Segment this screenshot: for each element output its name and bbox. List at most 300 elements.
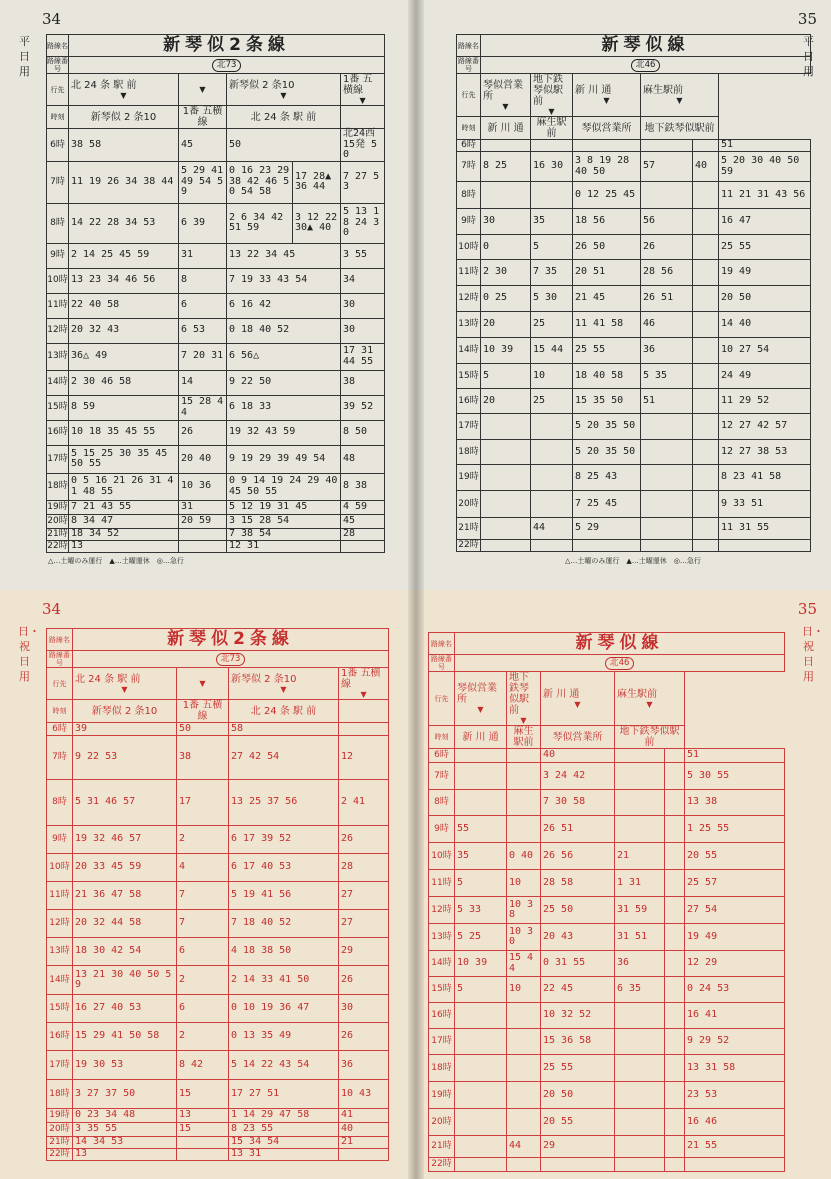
departure-times: 7 27 53 [341, 161, 385, 203]
departure-times: 26 [339, 966, 389, 995]
departure-times [719, 540, 811, 552]
time-row [47, 854, 389, 882]
departure-times: 12 29 [685, 951, 785, 977]
departure-times: 5 30 55 [685, 763, 785, 790]
time-row [47, 318, 385, 343]
departure-times: 8 34 47 [69, 514, 179, 528]
timetable [46, 628, 389, 1161]
departure-times: 11 31 55 [719, 518, 811, 540]
route-number-label: 路線番号 [47, 651, 73, 668]
departure-times: 5 20 30 40 50 59 [719, 152, 811, 182]
time-row [429, 897, 785, 924]
hour-cell: 14時 [429, 951, 455, 977]
departure-times [481, 440, 531, 465]
departure-times [693, 465, 719, 491]
header-to-2: 琴似営業所 [573, 117, 641, 140]
route-number-label: 路線番号 [458, 57, 479, 73]
departure-times: 36 [339, 1051, 389, 1080]
from-stop: 新 川 通 [575, 85, 612, 96]
departure-times: 8 59 [69, 395, 179, 420]
departure-times: 7 25 45 [573, 491, 641, 518]
header-to-3 [339, 700, 389, 723]
time-row [457, 491, 811, 518]
hour-cell: 19時 [47, 1109, 73, 1123]
time-row [457, 152, 811, 182]
departure-times: 31 51 [615, 924, 665, 951]
departure-times: 27 [339, 910, 389, 938]
route-number-cell [69, 57, 385, 74]
departure-times: 29 [339, 938, 389, 966]
from-stop: 新 川 通 [543, 688, 580, 700]
departure-times: 30 [339, 995, 389, 1023]
departure-times: 21 45 [573, 286, 641, 312]
departure-times: 5 29 [573, 518, 641, 540]
from-stop: 琴似営業所 [483, 79, 523, 102]
time-row [429, 843, 785, 870]
time-row [457, 140, 811, 152]
hour-cell: 16時 [457, 389, 481, 414]
header-to-1: 麻生駅前 [531, 117, 573, 140]
departure-times: 13 21 30 40 50 59 [73, 966, 177, 995]
departure-times: 17 27 51 [229, 1080, 339, 1109]
time-row [47, 1123, 389, 1137]
from-stop: 地下鉄琴似駅前 [509, 672, 529, 716]
departure-times [481, 491, 531, 518]
departure-times: 10 38 [507, 897, 541, 924]
hour-cell: 16時 [47, 1023, 73, 1051]
departure-times [615, 1109, 665, 1136]
departure-times [641, 491, 693, 518]
destination-label: 行先 [47, 74, 69, 106]
departure-times: 3 24 42 [541, 763, 615, 790]
departure-times [455, 763, 507, 790]
route-number-cell [481, 57, 811, 74]
departure-times: 3 35 55 [73, 1123, 177, 1137]
departure-times: 5 13 18 24 30 [341, 203, 385, 243]
departure-times: 2 [177, 1023, 229, 1051]
time-row [47, 540, 385, 552]
departure-times: 27 42 54 [229, 736, 339, 780]
departure-times: 17 31 44 55 [341, 343, 385, 370]
departure-times: 51 [641, 389, 693, 414]
departure-times [531, 140, 573, 152]
departure-times [615, 763, 665, 790]
down-arrow-icon: ▼ [502, 101, 509, 111]
departure-times [615, 790, 665, 816]
down-arrow-icon: ▼ [199, 679, 206, 688]
departure-times: 46 [641, 312, 693, 338]
time-row [47, 826, 389, 854]
route-title: 新琴似2条線 [69, 35, 385, 57]
route-name-label: 路線名 [47, 35, 69, 57]
hour-cell: 9時 [457, 209, 481, 235]
departure-times: 17 [177, 780, 229, 826]
departure-times: 26 [339, 1023, 389, 1051]
departure-times: 24 49 [719, 364, 811, 389]
departure-times: 5 30 [531, 286, 573, 312]
departure-times [693, 338, 719, 364]
route-name-label: 路線名 [47, 629, 73, 651]
departure-times: 16 47 [719, 209, 811, 235]
departure-times [481, 518, 531, 540]
departure-times: 31 [179, 500, 227, 514]
departure-times: 18 30 42 54 [73, 938, 177, 966]
departure-times: 7 [177, 910, 229, 938]
departure-times: 58 [229, 723, 339, 736]
departure-times: 50 [177, 723, 229, 736]
departure-times: 5 [531, 235, 573, 260]
departure-times [693, 540, 719, 552]
departure-times: 0 10 19 36 47 [229, 995, 339, 1023]
departure-times: 10 27 54 [719, 338, 811, 364]
time-row [457, 465, 811, 491]
header-from-2 [227, 74, 341, 106]
page-number: 35 [797, 600, 817, 618]
time-row [429, 977, 785, 1003]
legend-note: △…土曜のみ運行 ▲…土曜運休 ◎…急行 [565, 557, 701, 565]
departure-times: 30 [341, 318, 385, 343]
time-row [457, 414, 811, 440]
departure-times: 3 12 22 30▲ 40 [293, 203, 341, 243]
departure-times: 13 22 34 45 [227, 243, 341, 268]
hour-cell: 13時 [429, 924, 455, 951]
departure-times [481, 540, 531, 552]
hour-cell: 10時 [47, 854, 73, 882]
departure-times: 26 [179, 420, 227, 445]
time-row [457, 260, 811, 286]
time-row [47, 500, 385, 514]
route-number-cell [455, 655, 785, 672]
departure-times: 25 [531, 312, 573, 338]
departure-times: 55 [455, 816, 507, 843]
hour-cell: 10時 [429, 843, 455, 870]
departure-times [507, 1003, 541, 1029]
departure-times: 5 29 41 49 54 59 [179, 161, 227, 203]
departure-times: 31 59 [615, 897, 665, 924]
departure-times: 15 44 [531, 338, 573, 364]
departure-times: 19 30 53 [73, 1051, 177, 1080]
hour-cell: 10時 [47, 268, 69, 293]
departure-times: 5 14 22 43 54 [229, 1051, 339, 1080]
route-number-badge: 北73 [216, 653, 246, 666]
from-stop: 琴似営業所 [457, 683, 497, 705]
departure-times: 26 [339, 826, 389, 854]
time-row [429, 1003, 785, 1029]
header-to-1: 1番 五横線 [179, 106, 227, 129]
hour-label: 時刻 [457, 117, 481, 140]
hour-cell: 22時 [47, 1149, 73, 1161]
time-row [457, 312, 811, 338]
departure-times: 25 [531, 389, 573, 414]
departure-times: 6 18 33 [227, 395, 341, 420]
departure-times: 22 40 58 [69, 293, 179, 318]
departure-times: 28 58 [541, 870, 615, 897]
hour-cell: 12時 [47, 318, 69, 343]
departure-times: 5 35 [641, 364, 693, 389]
departure-times: 16 27 40 53 [73, 995, 177, 1023]
time-row [47, 723, 389, 736]
departure-times: 39 52 [341, 395, 385, 420]
time-row [457, 338, 811, 364]
departure-times: 7 38 54 [227, 528, 341, 540]
time-row [47, 1080, 389, 1109]
departure-times: 28 [341, 528, 385, 540]
from-stop: 地下鉄琴似駅前 [533, 74, 563, 107]
time-row [429, 951, 785, 977]
departure-times [665, 1109, 685, 1136]
departure-times: 12 27 38 53 [719, 440, 811, 465]
departure-times [693, 209, 719, 235]
departure-times: 20 50 [541, 1082, 615, 1109]
departure-times: 15 29 41 50 58 [73, 1023, 177, 1051]
time-row [47, 473, 385, 500]
hour-cell: 18時 [429, 1055, 455, 1082]
time-row [429, 1109, 785, 1136]
time-row [47, 514, 385, 528]
departure-times: 13 [177, 1109, 229, 1123]
departure-times: 20 55 [685, 843, 785, 870]
departure-times: 40 [339, 1123, 389, 1137]
departure-times: 28 [339, 854, 389, 882]
route-number-badge: 北73 [212, 59, 242, 72]
hour-cell: 17時 [47, 1051, 73, 1080]
departure-times: 0 5 16 21 26 31 41 48 55 [69, 473, 179, 500]
departure-times: 7 [177, 882, 229, 910]
header-from-0 [69, 74, 179, 106]
departure-times: 10 43 [339, 1080, 389, 1109]
time-row [47, 966, 389, 995]
schedule-type-label: 平日用 [19, 35, 30, 78]
departure-times: 45 [179, 129, 227, 162]
departure-times [615, 1082, 665, 1109]
departure-times: 13 38 [685, 790, 785, 816]
hour-cell: 20時 [47, 1123, 73, 1137]
departure-times: 57 [641, 152, 693, 182]
hour-cell: 20時 [457, 491, 481, 518]
departure-times: 38 [177, 736, 229, 780]
destination-label: 行先 [47, 668, 73, 700]
departure-times: 0 [481, 235, 531, 260]
hour-cell: 21時 [429, 1136, 455, 1158]
departure-times: 11 21 31 43 56 [719, 182, 811, 209]
departure-times: 50 [227, 129, 341, 162]
departure-times: 11 19 26 34 38 44 [69, 161, 179, 203]
departure-times [693, 364, 719, 389]
hour-cell: 22時 [47, 540, 68, 551]
destination-label: 行先 [429, 672, 455, 726]
time-row [47, 268, 385, 293]
departure-times [641, 440, 693, 465]
header-from-1 [531, 74, 573, 117]
down-arrow-icon: ▼ [280, 684, 287, 694]
hour-cell: 6時 [47, 129, 69, 162]
departure-times: 25 50 [541, 897, 615, 924]
hour-cell: 12時 [429, 897, 455, 924]
departure-times [665, 977, 685, 1003]
hour-cell: 10時 [457, 235, 481, 260]
time-row [47, 1109, 389, 1123]
time-row [429, 816, 785, 843]
departure-times: 30 [341, 293, 385, 318]
departure-times: 9 33 51 [719, 491, 811, 518]
hour-cell: 19時 [429, 1082, 455, 1109]
time-row [47, 293, 385, 318]
departure-times: 5 33 [455, 897, 507, 924]
time-row [47, 243, 385, 268]
departure-times [531, 414, 573, 440]
header-to-2: 琴似営業所 [541, 726, 615, 749]
departure-times [179, 540, 227, 552]
departure-times: 20 51 [573, 260, 641, 286]
header-to-3: 地下鉄琴似駅前 [615, 726, 685, 749]
hour-cell: 12時 [47, 910, 73, 938]
departure-times [481, 465, 531, 491]
hour-cell: 15時 [457, 364, 481, 389]
departure-times: 0 18 40 52 [227, 318, 341, 343]
departure-times: 10 30 [507, 924, 541, 951]
departure-times [665, 1003, 685, 1029]
hour-cell: 18時 [457, 440, 481, 465]
departure-times: 27 54 [685, 897, 785, 924]
departure-times: 22 45 [541, 977, 615, 1003]
hour-cell: 21時 [47, 528, 68, 539]
departure-times: 7 20 31 [179, 343, 227, 370]
down-arrow-icon: ▼ [121, 684, 128, 694]
time-row [429, 1136, 785, 1158]
hour-cell: 20時 [429, 1109, 455, 1136]
route-title: 新琴似2条線 [73, 629, 389, 651]
departure-times: 25 55 [719, 235, 811, 260]
departure-times: 6 17 39 52 [229, 826, 339, 854]
departure-times: 14 [179, 370, 227, 395]
header-from-3 [341, 74, 385, 106]
departure-times: 20 32 44 58 [73, 910, 177, 938]
hour-label: 時刻 [47, 106, 69, 129]
departure-times [693, 440, 719, 465]
page-35-holiday [420, 590, 831, 1179]
departure-times [507, 1055, 541, 1082]
departure-times: 8 25 [481, 152, 531, 182]
departure-times: 44 [531, 518, 573, 540]
departure-times [531, 182, 573, 209]
hour-label: 時刻 [429, 726, 455, 749]
header-from-1 [177, 668, 229, 700]
departure-times [507, 790, 541, 816]
page-number: 35 [797, 10, 817, 28]
time-row [47, 910, 389, 938]
hour-cell: 13時 [457, 312, 481, 338]
departure-times [665, 1082, 685, 1109]
departure-times [531, 465, 573, 491]
time-row [47, 780, 389, 826]
departure-times [665, 763, 685, 790]
departure-times: 26 50 [573, 235, 641, 260]
departure-times: 6 35 [615, 977, 665, 1003]
holiday-spread [0, 590, 831, 1179]
departure-times: 6 16 42 [227, 293, 341, 318]
departure-times: 56 [641, 209, 693, 235]
departure-times: 北24西 15発 50 [341, 129, 385, 162]
from-stop: 新琴似 2 条10 [229, 79, 295, 91]
route-number-cell [73, 651, 389, 668]
departure-times [665, 870, 685, 897]
departure-times [455, 749, 507, 763]
departure-times [693, 491, 719, 518]
departure-times: 20 59 [179, 514, 227, 528]
departure-times: 13 [73, 1149, 177, 1161]
hour-cell: 14時 [47, 966, 73, 995]
departure-times [665, 1136, 685, 1158]
departure-times [573, 540, 641, 552]
timetable [46, 34, 385, 553]
down-arrow-icon: ▼ [520, 716, 527, 725]
departure-times: 3 27 37 50 [73, 1080, 177, 1109]
from-stop: 北 24 条 駅 前 [71, 79, 137, 91]
departure-times: 5 20 35 50 [573, 414, 641, 440]
hour-cell: 11時 [47, 882, 73, 910]
hour-cell: 13時 [47, 938, 73, 966]
header-from-0 [455, 672, 507, 726]
departure-times [641, 182, 693, 209]
header-from-1 [179, 74, 227, 106]
time-row [47, 1023, 389, 1051]
schedule-type-label: 平日用 [803, 35, 814, 78]
hour-cell: 6時 [457, 140, 481, 152]
departure-times: 0 16 23 29 38 42 46 50 54 58 [227, 161, 293, 203]
departure-times: 8 23 41 58 [719, 465, 811, 491]
time-row [429, 763, 785, 790]
departure-times: 29 [541, 1136, 615, 1158]
departure-times: 3 8 19 28 40 50 [573, 152, 641, 182]
departure-times: 5 19 41 56 [229, 882, 339, 910]
departure-times: 23 53 [685, 1082, 785, 1109]
departure-times [573, 140, 641, 152]
departure-times: 45 [341, 514, 385, 528]
down-arrow-icon: ▼ [120, 90, 127, 100]
departure-times: 10 [531, 364, 573, 389]
departure-times: 20 55 [541, 1109, 615, 1136]
departure-times: 8 50 [341, 420, 385, 445]
departure-times [507, 763, 541, 790]
time-row [457, 235, 811, 260]
departure-times: 10 [507, 977, 541, 1003]
departure-times: 7 35 [531, 260, 573, 286]
departure-times: 2 6 34 42 51 59 [227, 203, 293, 243]
route-number-label: 路線番号 [47, 57, 68, 73]
departure-times: 4 18 38 50 [229, 938, 339, 966]
departure-times: 13 25 37 56 [229, 780, 339, 826]
time-row [429, 1055, 785, 1082]
departure-times: 38 [341, 370, 385, 395]
departure-times: 39 [73, 723, 177, 736]
route-name-label: 路線名 [429, 633, 455, 655]
down-arrow-icon: ▼ [359, 96, 366, 105]
departure-times [665, 951, 685, 977]
departure-times: 10 18 35 45 55 [69, 420, 179, 445]
departure-times: 5 20 35 50 [573, 440, 641, 465]
departure-times: 4 [177, 854, 229, 882]
hour-cell: 11時 [429, 870, 455, 897]
down-arrow-icon: ▼ [646, 699, 653, 709]
time-row [47, 736, 389, 780]
hour-cell: 11時 [47, 293, 69, 318]
departure-times: 7 30 58 [541, 790, 615, 816]
down-arrow-icon: ▼ [548, 107, 555, 116]
hour-cell: 22時 [429, 1158, 455, 1172]
time-row [457, 182, 811, 209]
departure-times: 15 35 50 [573, 389, 641, 414]
departure-times: 14 40 [719, 312, 811, 338]
